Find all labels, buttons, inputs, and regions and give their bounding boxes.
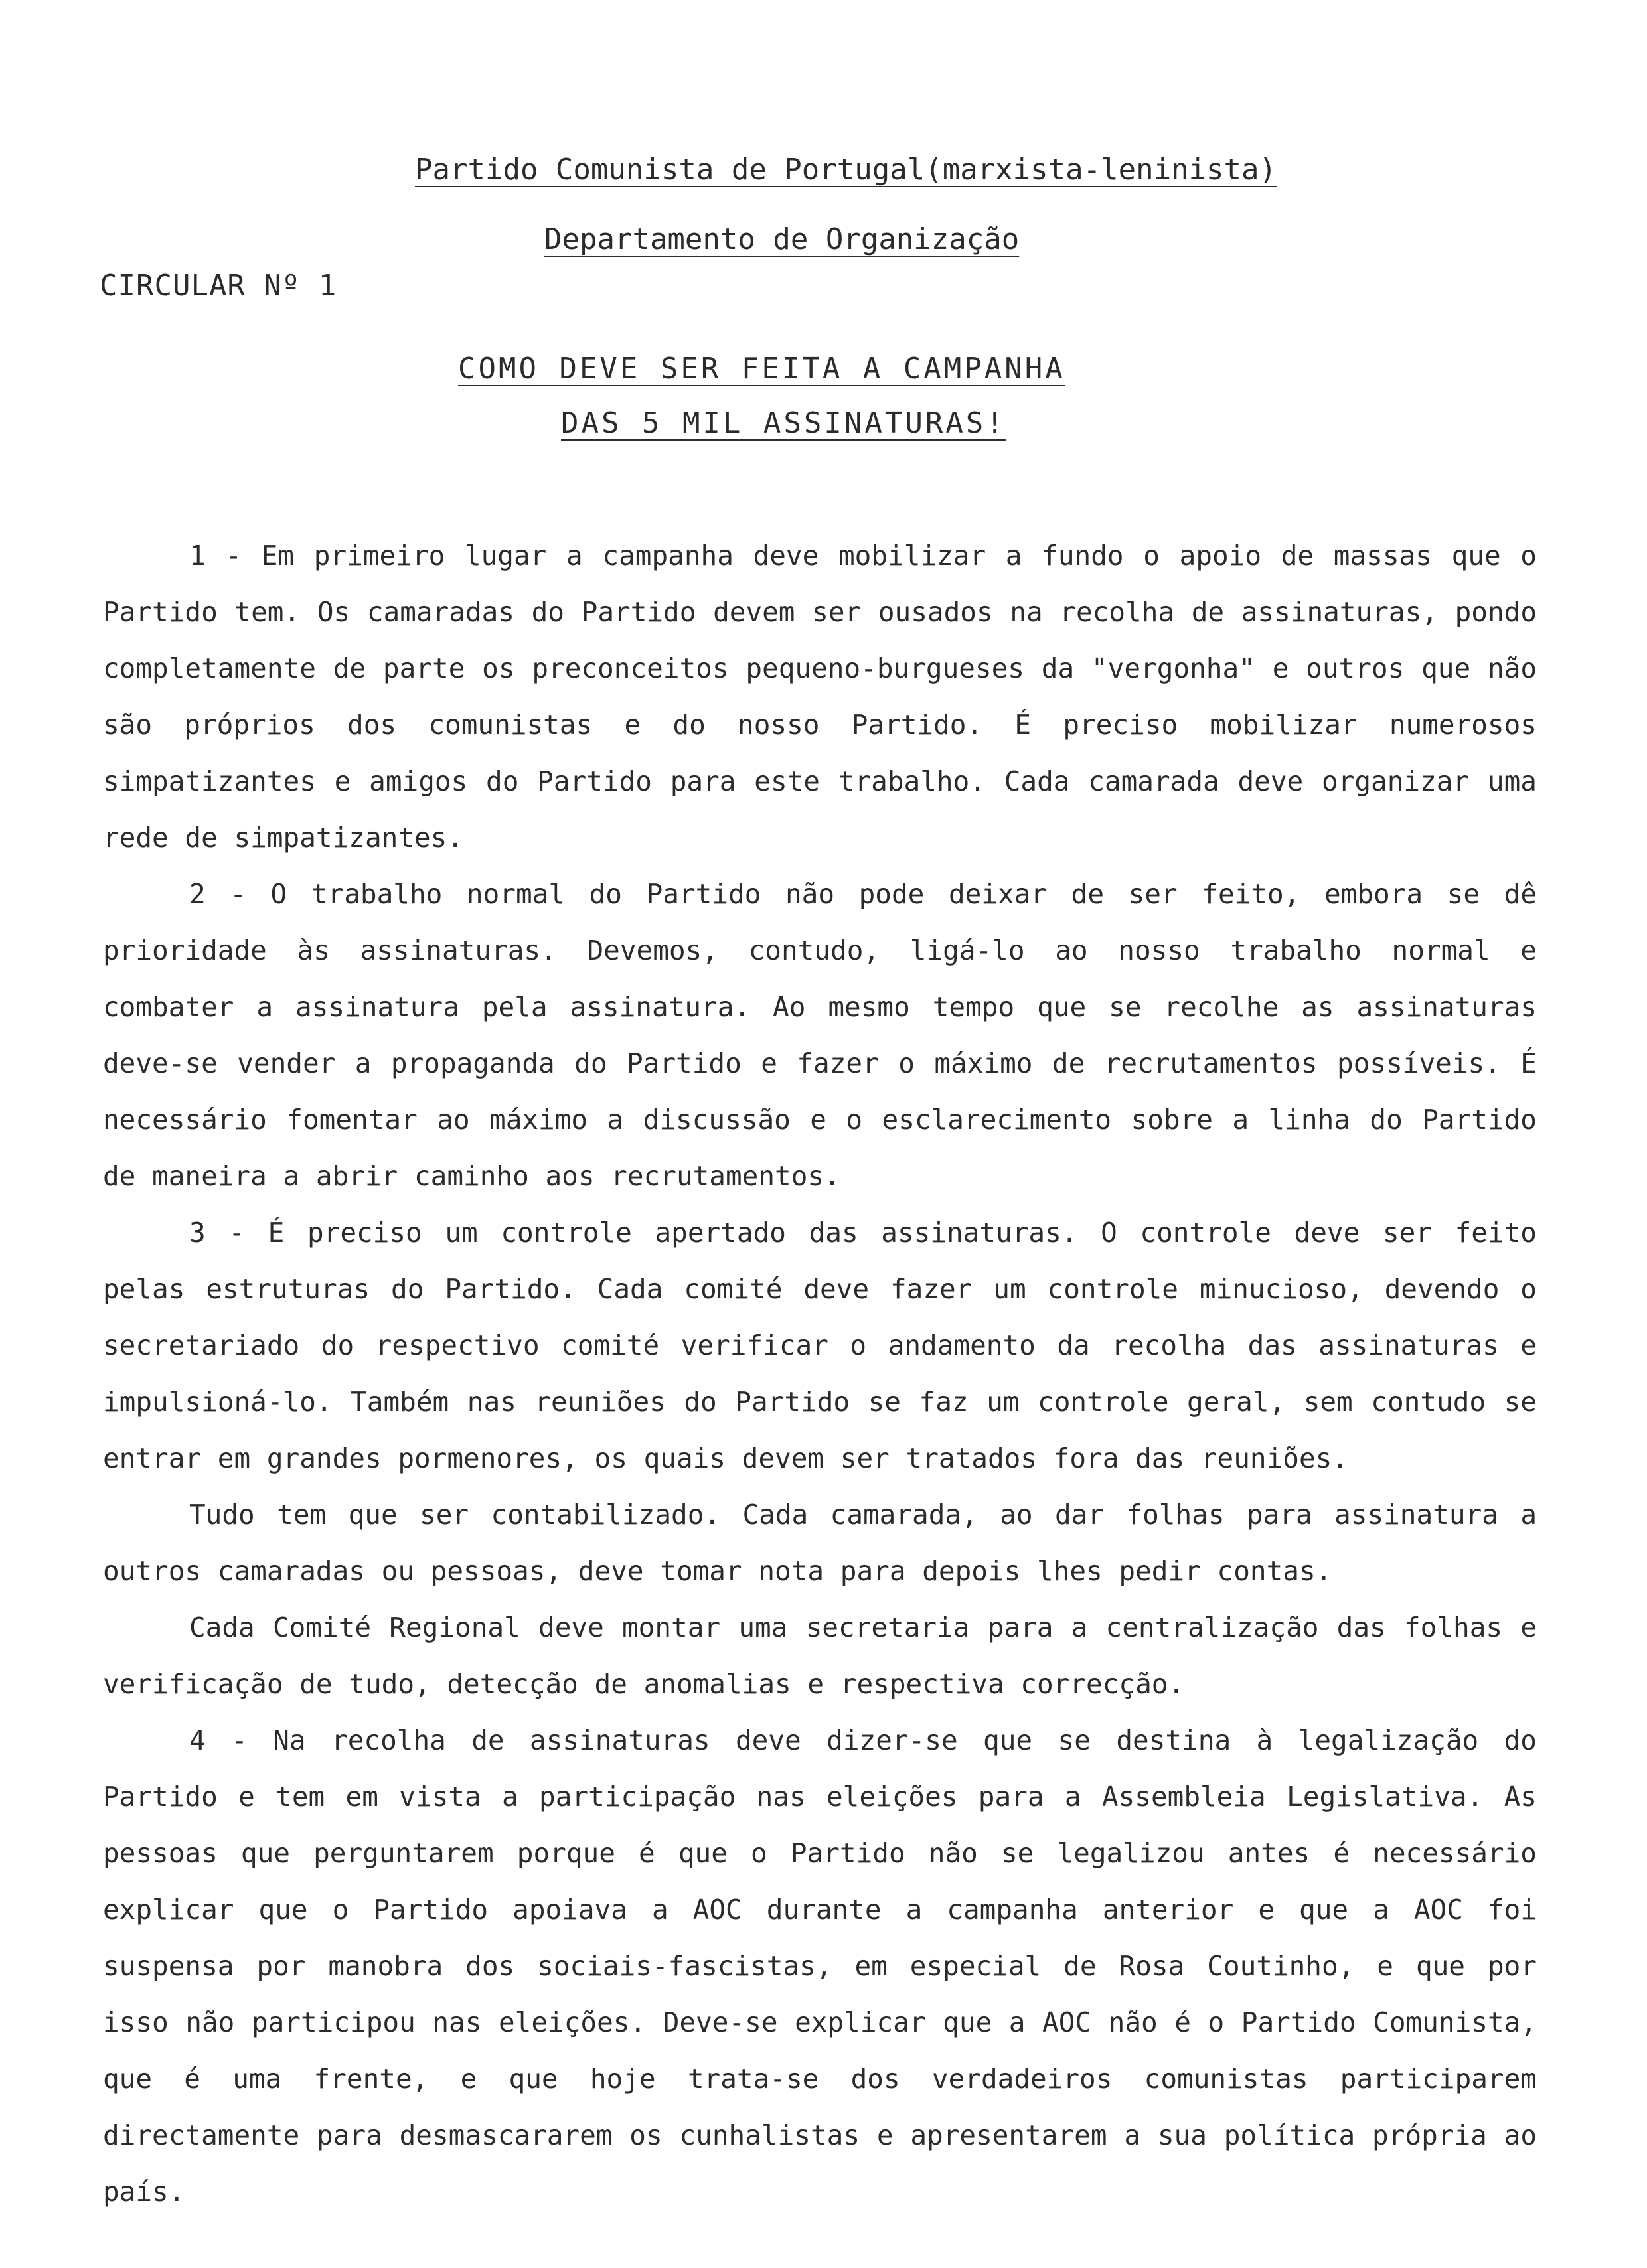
campaign-title-line-2: DAS 5 MIL ASSINATURAS! xyxy=(561,406,1006,440)
circular-body xyxy=(103,528,1537,2220)
paragraph-3: 3 - É preciso um controle apertado das assinaturas. O controle deve ser feito pelas estruturas do Partido. Cada comité deve fazer um controle minucioso, devendo o secretariado do respectivo comité verificar o andamento da recolha das assinaturas e impulsioná-lo. Também nas reuniões do Partido se faz um controle geral, sem contudo se entrar em grandes pormenores, os quais devem ser tratados fora das reuniões. xyxy=(103,1217,1537,1474)
paragraph-1: 1 - Em primeiro lugar a campanha deve mobilizar a fundo o apoio de massas que o Partido tem. Os camaradas do Partido devem ser ousados na recolha de assinaturas, pondo completamente de parte os preconceitos pequeno-burgueses da "vergonha" e outros que não são próprios dos comunistas e do nosso Partido. É preciso mobilizar numerosos simpatizantes e amigos do Partido para este trabalho. Cada camarada deve organizar uma rede de simpatizantes. xyxy=(103,540,1537,854)
department-name: Departamento de Organização xyxy=(544,222,1020,256)
circular-number: CIRCULAR Nº 1 xyxy=(100,269,337,303)
paragraph-2: 2 - O trabalho normal do Partido não pode deixar de ser feito, embora se dê prioridade às assinaturas. Devemos, contudo, ligá-lo ao nosso trabalho normal e combater a assinatura pela assinatura. Ao mesmo tempo que se recolhe as assinaturas deve-se vender a propaganda do Partido e fazer o máximo de recrutamentos possíveis. É necessário fomentar ao máximo a discussão e o esclarecimento sobre a linha do Partido de maneira a abrir caminho aos recrutamentos. xyxy=(103,878,1537,1192)
campaign-title-line-1: COMO DEVE SER FEITA A CAMPANHA xyxy=(458,352,1065,386)
party-name: Partido Comunista de Portugal(marxista-leninista) xyxy=(415,153,1277,187)
paragraph-3-comite: Cada Comité Regional deve montar uma secretaria para a centralização das folhas e verificação de tudo, detecção de anomalias e respectiva correcção. xyxy=(103,1612,1537,1700)
paragraph-3-tudo: Tudo tem que ser contabilizado. Cada camarada, ao dar folhas para assinatura a outros camaradas ou pessoas, deve tomar nota para depois lhes pedir contas. xyxy=(103,1499,1537,1587)
paragraph-4: 4 - Na recolha de assinaturas deve dizer-se que se destina à legalização do Partido e tem em vista a participação nas eleições para a Assembleia Legislativa. As pessoas que perguntarem porque é que o Partido não se legalizou antes é necessário explicar que o Partido apoiava a AOC durante a campanha anterior e que a AOC foi suspensa por manobra dos sociais-fascistas, em especial de Rosa Coutinho, e que por isso não participou nas eleições. Deve-se explicar que a AOC não é o Partido Comunista, que é uma frente, e que hoje trata-se dos verdadeiros comunistas participarem directamente para desmascararem os cunhalistas e apresentarem a sua política própria ao país. xyxy=(103,1724,1537,2208)
